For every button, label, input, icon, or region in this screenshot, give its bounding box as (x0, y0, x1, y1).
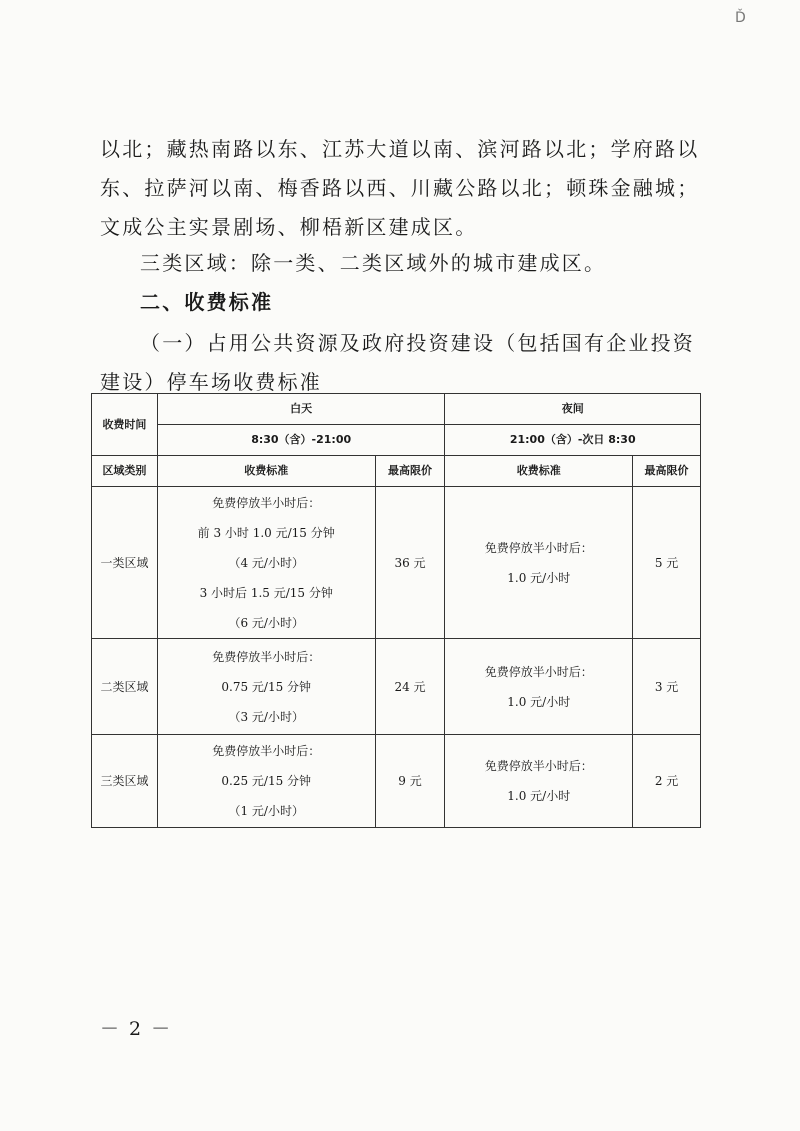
header-zone-label: 区域类别 (92, 456, 158, 487)
scan-mark: Ď (735, 10, 746, 26)
header-night: 夜间 (445, 394, 701, 425)
header-max-day: 最高限价 (375, 456, 445, 487)
body-paragraph-2: 三类区域：除一类、二类区域外的城市建成区。 (140, 251, 607, 275)
table-row (92, 735, 701, 828)
day-max-cell: 9 元 (375, 735, 445, 828)
night-max-cell: 3 元 (633, 639, 701, 735)
header-time-label: 收费时间 (92, 394, 158, 456)
night-fee-line: 1.0 元/小时 (507, 694, 571, 709)
header-day: 白天 (157, 394, 445, 425)
header-fee-std-day: 收费标准 (157, 456, 375, 487)
day-fee-line: 0.25 元/15 分钟 (221, 774, 312, 788)
day-fee-line: 免费停放半小时后： (212, 649, 321, 664)
day-fee-line: 3 小时后 1.5 元/15 分钟 (199, 585, 333, 600)
subsection-heading: （一）占用公共资源及政府投资建设（包括国有企业投资建设）停车场收费标准 (100, 331, 695, 394)
day-fee-cell (157, 639, 375, 735)
night-fee-line: 1.0 元/小时 (507, 789, 571, 803)
day-fee-line: 免费停放半小时后： (212, 744, 321, 758)
table-row (92, 487, 701, 639)
header-night-hours: 21:00（含）-次日 8:30 (445, 425, 701, 456)
table-header-row-1 (92, 394, 701, 425)
day-fee-line: 前 3 小时 1.0 元/15 分钟 (197, 525, 335, 540)
night-fee-line: 免费停放半小时后： (484, 664, 593, 679)
day-fee-line: 0.75 元/15 分钟 (221, 679, 312, 694)
day-fee-cell (157, 487, 375, 639)
header-fee-std-night: 收费标准 (445, 456, 633, 487)
night-max-cell: 5 元 (633, 487, 701, 639)
night-fee-cell (445, 487, 633, 639)
day-fee-cell (157, 735, 375, 828)
night-fee-cell (445, 735, 633, 828)
header-max-night: 最高限价 (633, 456, 701, 487)
page-number: － 2 － (100, 1018, 173, 1040)
table-header-row-3 (92, 456, 701, 487)
zone-cell: 二类区域 (92, 639, 158, 735)
night-fee-line: 免费停放半小时后： (484, 759, 593, 773)
day-fee-line: （6 元/小时） (228, 615, 304, 630)
day-fee-line: （1 元/小时） (228, 804, 304, 818)
body-paragraph-1: 以北；藏热南路以东、江苏大道以南、滨河路以北；学府路以东、拉萨河以南、梅香路以西、川藏公路以北；顿珠金融城；文成公主实景剧场、柳梧新区建成区。 (100, 137, 700, 239)
day-max-cell: 36 元 (375, 487, 445, 639)
day-fee-line: 免费停放半小时后： (212, 495, 321, 510)
night-fee-line: 1.0 元/小时 (507, 570, 571, 585)
table-header-row-2 (92, 425, 701, 456)
night-max-cell: 2 元 (633, 735, 701, 828)
header-day-hours: 8:30（含）-21:00 (157, 425, 445, 456)
parking-fee-table (91, 393, 701, 828)
night-fee-line: 免费停放半小时后： (484, 540, 593, 555)
table-row (92, 639, 701, 735)
zone-cell: 一类区域 (92, 487, 158, 639)
zone-cell: 三类区域 (92, 735, 158, 828)
day-max-cell: 24 元 (375, 639, 445, 735)
day-fee-line: （3 元/小时） (228, 709, 304, 724)
section-heading: 二、收费标准 (140, 290, 274, 314)
day-fee-line: （4 元/小时） (228, 555, 304, 570)
night-fee-cell (445, 639, 633, 735)
